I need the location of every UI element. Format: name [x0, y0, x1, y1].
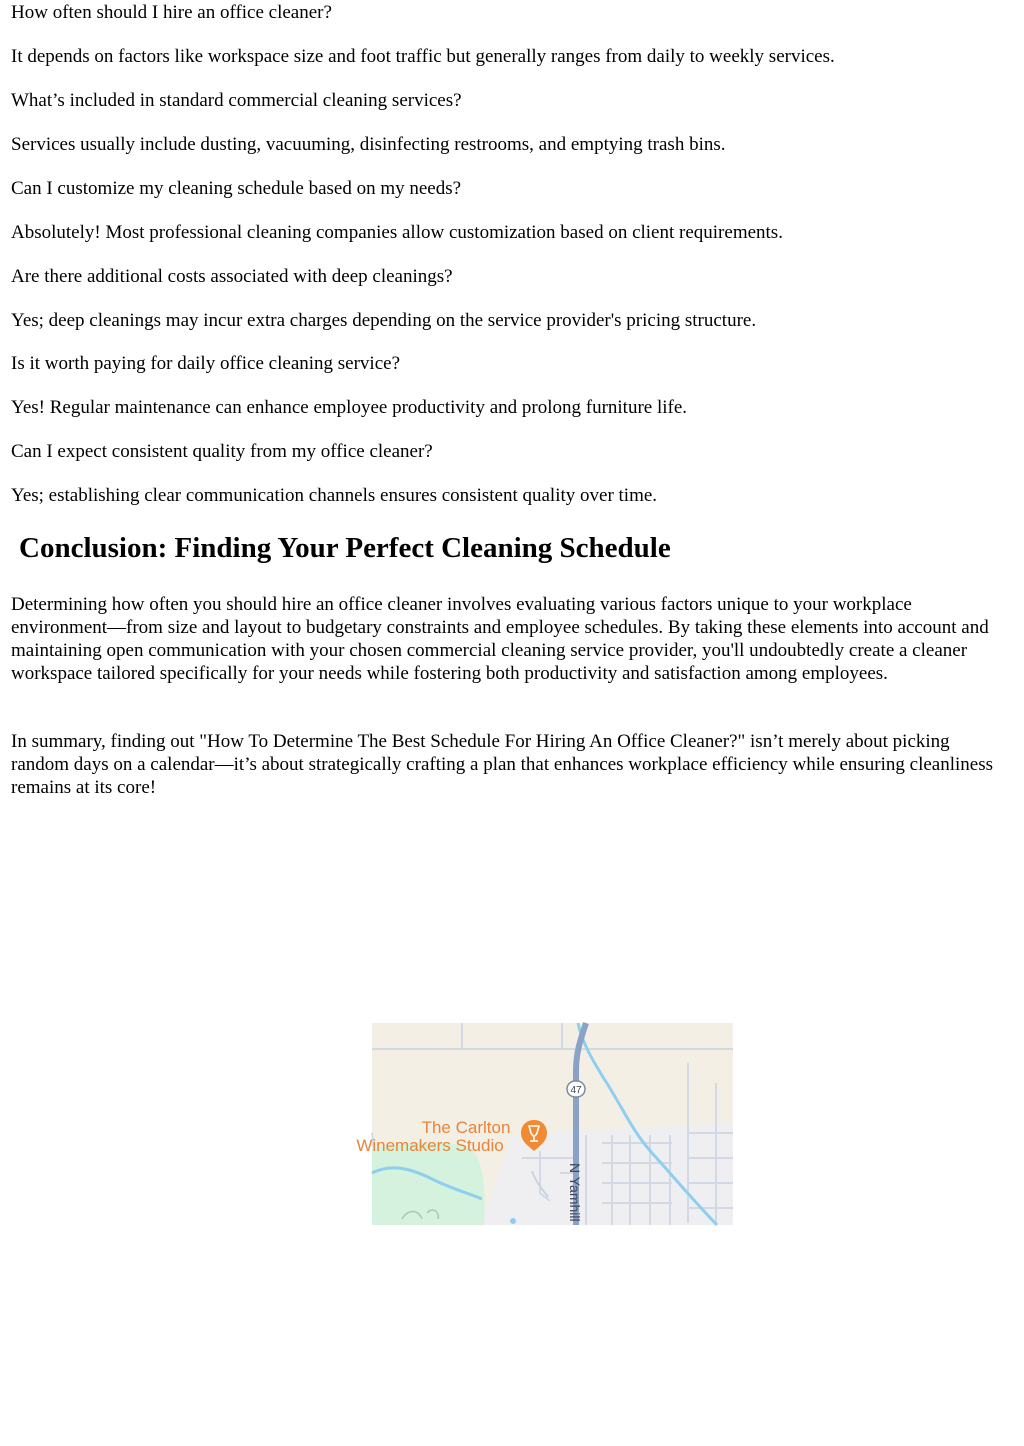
place-name-line1: The Carlton: [421, 1118, 511, 1137]
faq-question: How often should I hire an office cleaner?: [11, 2, 332, 23]
road-shield: [567, 1081, 585, 1097]
faq-answer: Services usually include dusting, vacuuming, disinfecting restrooms, and emptying trash bins.: [11, 134, 726, 155]
map-image[interactable]: [356, 1023, 733, 1225]
faq-answer: Yes; establishing clear communication channels ensures consistent quality over time.: [11, 485, 658, 506]
faq-question: Are there additional costs associated with deep cleanings?: [11, 266, 453, 287]
place-name-line2: Winemakers Studio: [356, 1136, 504, 1155]
conclusion-heading: Conclusion: Finding Your Perfect Cleaning Schedule: [19, 532, 671, 564]
faq-question: What’s included in standard commercial cleaning services?: [11, 90, 462, 111]
summary-paragraph: In summary, finding out "How To Determine The Best Schedule For Hiring An Office Cleaner?" isn’t merely about picking random days on a calendar—it’s about strategically crafting a plan that enhances workplace efficiency while ensuring cleanliness remains at its core!: [11, 731, 993, 798]
map-water-dot: [510, 1218, 516, 1224]
faq-answer: Yes! Regular maintenance can enhance employee productivity and prolong furniture life.: [11, 397, 688, 418]
faq-answer: Yes; deep cleanings may incur extra charges depending on the service provider's pricing structure.: [11, 310, 757, 331]
road-shield-label: 47: [570, 1085, 582, 1096]
faq-question: Is it worth paying for daily office cleaning service?: [11, 353, 401, 374]
faq-question: Can I expect consistent quality from my office cleaner?: [11, 441, 433, 462]
road-name-label: N Yamhill: [567, 1163, 583, 1222]
faq-answer: Absolutely! Most professional cleaning companies allow customization based on client requirements.: [11, 222, 783, 243]
map-urban-area: [482, 1123, 733, 1225]
faq-answer: It depends on factors like workspace size and foot traffic but generally ranges from daily to weekly services.: [11, 46, 835, 67]
conclusion-paragraph: Determining how often you should hire an office cleaner involves evaluating various factors unique to your workplace environment—from size and layout to budgetary constraints and employee schedules. By taking these elements into account and maintaining open communication with your chosen commercial cleaning service provider, you'll undoubtedly create a cleaner workspace tailored specifically for your needs while fostering both productivity and satisfaction among employees.: [11, 594, 989, 684]
faq-question: Can I customize my cleaning schedule based on my needs?: [11, 178, 462, 199]
